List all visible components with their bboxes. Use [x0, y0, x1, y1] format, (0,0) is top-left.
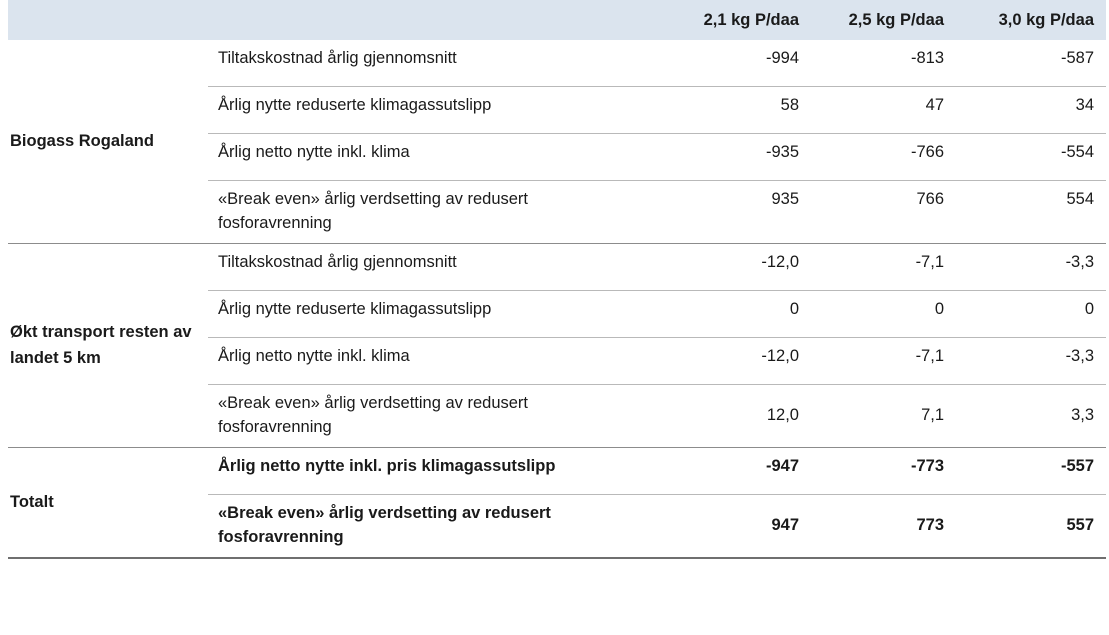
- row-label: Tiltakskostnad årlig gjennomsnitt: [208, 40, 656, 87]
- cell-value: -587: [956, 40, 1106, 87]
- row-label: Årlig netto nytte inkl. klima: [208, 338, 656, 385]
- results-table: [8, 0, 1106, 559]
- row-label: Årlig nytte reduserte klimagassutslipp: [208, 291, 656, 338]
- table-row: [8, 448, 1106, 495]
- cell-value: -766: [811, 134, 956, 181]
- group-label-totalt: Totalt: [8, 448, 208, 559]
- cell-value: -554: [956, 134, 1106, 181]
- cell-value: 554: [956, 181, 1106, 244]
- cell-value: -773: [811, 448, 956, 495]
- cell-value: -813: [811, 40, 956, 87]
- group-label-biogass: Biogass Rogaland: [8, 40, 208, 244]
- cell-value: -12,0: [656, 244, 811, 291]
- cell-value: 935: [656, 181, 811, 244]
- row-label: Tiltakskostnad årlig gjennomsnitt: [208, 244, 656, 291]
- cell-value: 0: [656, 291, 811, 338]
- cell-value: -994: [656, 40, 811, 87]
- header-blank: [8, 0, 656, 40]
- row-label: «Break even» årlig verdsetting av redusert fosforavrenning: [208, 385, 656, 448]
- cell-value: -12,0: [656, 338, 811, 385]
- cell-value: 0: [811, 291, 956, 338]
- cell-value: -947: [656, 448, 811, 495]
- header-col-2-5: 2,5 kg P/daa: [811, 0, 956, 40]
- cell-value: 47: [811, 87, 956, 134]
- cell-value: 773: [811, 495, 956, 559]
- header-row: [8, 0, 1106, 40]
- row-label: «Break even» årlig verdsetting av redusert fosforavrenning: [208, 181, 656, 244]
- row-label: Årlig netto nytte inkl. pris klimagassutslipp: [208, 448, 656, 495]
- cell-value: 12,0: [656, 385, 811, 448]
- cell-value: 947: [656, 495, 811, 559]
- cell-value: 766: [811, 181, 956, 244]
- cell-value: 7,1: [811, 385, 956, 448]
- table-row: [8, 244, 1106, 291]
- cell-value: -7,1: [811, 244, 956, 291]
- row-label: «Break even» årlig verdsetting av redusert fosforavrenning: [208, 495, 656, 559]
- cell-value: -7,1: [811, 338, 956, 385]
- cell-value: -3,3: [956, 244, 1106, 291]
- row-label: Årlig nytte reduserte klimagassutslipp: [208, 87, 656, 134]
- group-label-transport: Økt transport resten av landet 5 km: [8, 244, 208, 448]
- cell-value: -935: [656, 134, 811, 181]
- header-col-2-1: 2,1 kg P/daa: [656, 0, 811, 40]
- cell-value: 34: [956, 87, 1106, 134]
- header-col-3-0: 3,0 kg P/daa: [956, 0, 1106, 40]
- cell-value: 0: [956, 291, 1106, 338]
- cell-value: -3,3: [956, 338, 1106, 385]
- cell-value: 3,3: [956, 385, 1106, 448]
- table-row: [8, 40, 1106, 87]
- cell-value: 58: [656, 87, 811, 134]
- cell-value: 557: [956, 495, 1106, 559]
- row-label: Årlig netto nytte inkl. klima: [208, 134, 656, 181]
- cell-value: -557: [956, 448, 1106, 495]
